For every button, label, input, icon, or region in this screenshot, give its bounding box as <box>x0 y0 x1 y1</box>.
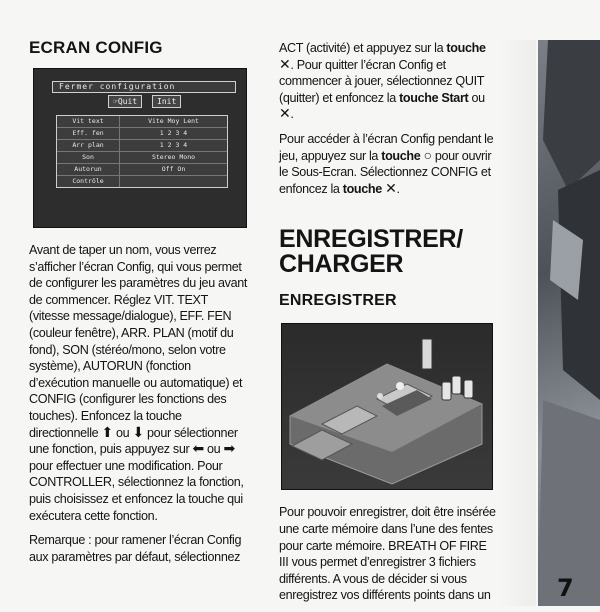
config-row <box>57 116 227 128</box>
config-row <box>57 164 227 176</box>
config-row-values: Stereo Mono <box>151 153 196 161</box>
cross-button-icon: ✕ <box>385 179 397 196</box>
config-row <box>57 176 227 187</box>
right-column <box>279 40 499 612</box>
save-screenshot <box>281 323 493 490</box>
config-row-name: Contrôle <box>57 176 120 187</box>
config-row-name: Arr plan <box>57 140 120 151</box>
config-row-values: 1 2 3 4 <box>159 141 188 149</box>
config-row-values: 1 2 3 4 <box>159 129 188 137</box>
config-screenshot <box>33 68 247 228</box>
arrow-down-icon: ⬇ <box>132 423 144 440</box>
config-quit-button: ☞Quit <box>108 95 142 108</box>
arrow-up-icon: ⬆ <box>101 423 113 440</box>
character-illustration <box>538 40 600 606</box>
arrow-right-icon: ➡ <box>223 440 235 457</box>
left-column <box>29 38 251 573</box>
config-row-values <box>120 176 227 187</box>
config-row-name: Eff. fen <box>57 128 120 139</box>
paragraph-config-intro: Avant de taper un nom, vous verrez s’afficher l’écran Config, qui vous permet de configurer les paramètres du jeu avant de commencer. Réglez VIT. TEXT (vitesse message/dialogue), EFF. FEN (couleur fenêtre), ARR. PLAN (motif du fond), SON (stéréo/mono, selon votre système), AUTORUN (fonction d’exécution manuelle ou automatique) et CONFIG (configurer les fonctions des touches). Enfoncez la touche directionnelle ⬆ ou ⬇ pour sélectionner une fonction, puis appuyez sur ⬅ ou ➡ pour effectuer une modification. Pour CONTROLLER, sélectionnez la fonction, puis choisissez et enfoncez la touche qui exécutera cette fonction. <box>29 243 248 523</box>
config-row <box>57 128 227 140</box>
config-row-values: Vite Moy Lent <box>148 117 199 125</box>
cross-button-icon: ✕ <box>279 105 291 122</box>
subsection-title-enregistrer: ENREGISTRER <box>279 292 397 310</box>
isometric-room-illustration <box>282 324 492 489</box>
cross-button-icon: ✕ <box>279 55 291 72</box>
section-title-enregistrer-charger: ENREGISTRER/ CHARGER <box>279 225 463 279</box>
hand-cursor-icon: ☞ <box>113 97 118 106</box>
config-row-name: Son <box>57 152 120 163</box>
config-grid <box>56 115 228 188</box>
circle-button-icon: ○ <box>423 146 432 163</box>
config-row <box>57 152 227 164</box>
character-art-strip <box>538 40 600 606</box>
config-menubar: Fermer configuration <box>52 81 236 93</box>
config-init-button: Init <box>152 95 181 108</box>
arrow-left-icon: ⬅ <box>192 440 204 457</box>
config-row-name: Autorun <box>57 164 120 175</box>
paragraph-remarque: Remarque : pour ramener l’écran Config aux paramètres par défaut, sélectionnez <box>29 533 242 564</box>
config-row-name: Vit text <box>57 116 120 127</box>
facing-page-bleed <box>500 40 536 606</box>
paragraph-enregistrer: Pour pouvoir enregistrer, doit être insérée une carte mémoire dans l’une des fentes pour carte mémoire. BREATH OF FIRE III vous permet d’enregistrer 3 fichiers différents. A vous de décider si vous enregistrez vos différents points dans un <box>279 505 496 603</box>
section-title-ecran-config: ECRAN CONFIG <box>29 38 163 57</box>
config-row <box>57 140 227 152</box>
page-number: 7 <box>557 574 574 602</box>
config-row-values: Off On <box>161 165 186 173</box>
paragraph-config-in-game: Pour accéder à l’écran Config pendant le jeu, appuyez sur la touche ○ pour ouvrir le Sous-Ecran. Sélectionnez CONFIG et enfoncez la touche ✕. <box>279 131 494 196</box>
paragraph-quit-config: ACT (activité) et appuyez sur la touche ✕. Pour quitter l’écran Config et commencer à jouer, sélectionnez QUIT (quitter) et enfoncez la touche Start ou ✕. <box>279 41 486 122</box>
